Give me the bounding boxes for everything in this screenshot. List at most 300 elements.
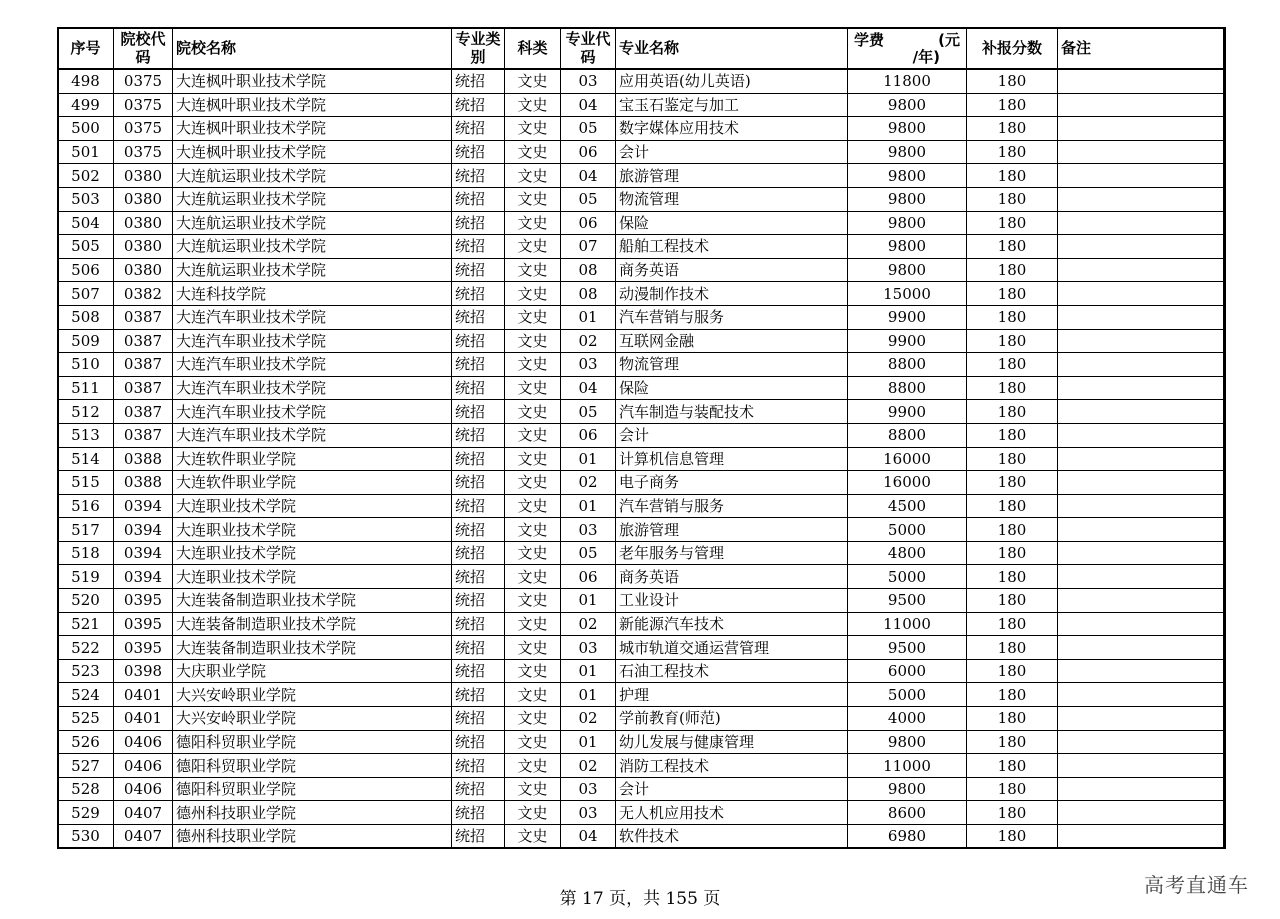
cell-school-name: 大连航运职业技术学院 xyxy=(173,164,452,188)
cell-major-name: 保险 xyxy=(616,211,848,235)
cell-major-code: 05 xyxy=(561,400,616,424)
cell-school-code: 0395 xyxy=(114,636,173,660)
cell-major-code: 04 xyxy=(561,93,616,117)
cell-major-code: 03 xyxy=(561,777,616,801)
header-fee xyxy=(848,28,967,70)
cell-school-name: 大连汽车职业技术学院 xyxy=(173,423,452,447)
cell-major-code: 04 xyxy=(561,825,616,849)
cell-seq: 521 xyxy=(58,612,114,636)
cell-note xyxy=(1058,707,1226,731)
cell-fee: 9500 xyxy=(848,636,967,660)
cell-school-name: 大连枫叶职业技术学院 xyxy=(173,69,452,93)
cell-major-type: 统招 xyxy=(452,730,505,754)
cell-note xyxy=(1058,282,1226,306)
cell-major-code: 08 xyxy=(561,258,616,282)
cell-school-code: 0375 xyxy=(114,69,173,93)
cell-major-type: 统招 xyxy=(452,69,505,93)
cell-note xyxy=(1058,541,1226,565)
cell-school-name: 德阳科贸职业学院 xyxy=(173,754,452,778)
cell-major-code: 06 xyxy=(561,140,616,164)
cell-seq: 516 xyxy=(58,494,114,518)
table-row xyxy=(58,93,1226,117)
header-major-type: 专业类别 xyxy=(452,28,505,70)
cell-score: 180 xyxy=(967,565,1058,589)
cell-school-code: 0388 xyxy=(114,471,173,495)
cell-major-code: 02 xyxy=(561,754,616,778)
cell-major-code: 03 xyxy=(561,518,616,542)
cell-score: 180 xyxy=(967,659,1058,683)
cell-school-code: 0394 xyxy=(114,541,173,565)
table-row xyxy=(58,140,1226,164)
cell-seq: 503 xyxy=(58,187,114,211)
cell-major-type: 统招 xyxy=(452,659,505,683)
cell-school-name: 大连职业技术学院 xyxy=(173,518,452,542)
page-number: 第 17 页，共 155 页 xyxy=(559,889,721,909)
cell-major-name: 动漫制作技术 xyxy=(616,282,848,306)
cell-major-type: 统招 xyxy=(452,612,505,636)
cell-note xyxy=(1058,825,1226,849)
cell-note xyxy=(1058,93,1226,117)
cell-seq: 505 xyxy=(58,235,114,259)
table-row xyxy=(58,730,1226,754)
cell-school-name: 大连汽车职业技术学院 xyxy=(173,376,452,400)
cell-score: 180 xyxy=(967,400,1058,424)
table-row xyxy=(58,376,1226,400)
cell-seq: 501 xyxy=(58,140,114,164)
header-fee-label: 学费 xyxy=(854,31,885,49)
cell-major-code: 03 xyxy=(561,801,616,825)
cell-note xyxy=(1058,140,1226,164)
cell-seq: 527 xyxy=(58,754,114,778)
cell-subject: 文史 xyxy=(505,117,561,141)
cell-major-type: 统招 xyxy=(452,565,505,589)
table-row xyxy=(58,801,1226,825)
cell-score: 180 xyxy=(967,589,1058,613)
cell-score: 180 xyxy=(967,494,1058,518)
cell-school-code: 0387 xyxy=(114,353,173,377)
cell-major-name: 数字媒体应用技术 xyxy=(616,117,848,141)
cell-score: 180 xyxy=(967,69,1058,93)
cell-school-code: 0387 xyxy=(114,305,173,329)
cell-major-name: 护理 xyxy=(616,683,848,707)
table-row xyxy=(58,329,1226,353)
table-row xyxy=(58,187,1226,211)
cell-score: 180 xyxy=(967,258,1058,282)
cell-seq: 509 xyxy=(58,329,114,353)
header-fee-unit-b: /年) xyxy=(912,48,940,66)
cell-fee: 9800 xyxy=(848,211,967,235)
cell-seq: 520 xyxy=(58,589,114,613)
table-row xyxy=(58,471,1226,495)
cell-major-name: 工业设计 xyxy=(616,589,848,613)
cell-school-name: 大连职业技术学院 xyxy=(173,565,452,589)
header-major-name: 专业名称 xyxy=(616,28,848,70)
cell-major-name: 汽车营销与服务 xyxy=(616,494,848,518)
table-row xyxy=(58,518,1226,542)
cell-major-name: 商务英语 xyxy=(616,258,848,282)
cell-fee: 9800 xyxy=(848,164,967,188)
cell-major-type: 统招 xyxy=(452,777,505,801)
cell-note xyxy=(1058,730,1226,754)
cell-subject: 文史 xyxy=(505,140,561,164)
table-row xyxy=(58,565,1226,589)
cell-fee: 4000 xyxy=(848,707,967,731)
cell-major-name: 旅游管理 xyxy=(616,518,848,542)
cell-seq: 510 xyxy=(58,353,114,377)
cell-major-code: 01 xyxy=(561,494,616,518)
cell-major-code: 01 xyxy=(561,683,616,707)
cell-score: 180 xyxy=(967,754,1058,778)
cell-note xyxy=(1058,329,1226,353)
cell-seq: 528 xyxy=(58,777,114,801)
cell-major-code: 06 xyxy=(561,565,616,589)
cell-major-code: 03 xyxy=(561,69,616,93)
cell-major-name: 石油工程技术 xyxy=(616,659,848,683)
cell-score: 180 xyxy=(967,447,1058,471)
cell-subject: 文史 xyxy=(505,187,561,211)
cell-fee: 8800 xyxy=(848,423,967,447)
cell-major-type: 统招 xyxy=(452,187,505,211)
cell-score: 180 xyxy=(967,305,1058,329)
table-row xyxy=(58,777,1226,801)
cell-major-name: 汽车制造与装配技术 xyxy=(616,400,848,424)
cell-seq: 507 xyxy=(58,282,114,306)
cell-seq: 506 xyxy=(58,258,114,282)
cell-school-name: 大庆职业学院 xyxy=(173,659,452,683)
cell-score: 180 xyxy=(967,541,1058,565)
cell-school-name: 大连职业技术学院 xyxy=(173,494,452,518)
cell-school-code: 0380 xyxy=(114,211,173,235)
cell-score: 180 xyxy=(967,730,1058,754)
cell-major-code: 08 xyxy=(561,282,616,306)
cell-major-name: 城市轨道交通运营管理 xyxy=(616,636,848,660)
cell-major-name: 保险 xyxy=(616,376,848,400)
cell-school-name: 德阳科贸职业学院 xyxy=(173,730,452,754)
cell-major-type: 统招 xyxy=(452,353,505,377)
cell-school-code: 0380 xyxy=(114,258,173,282)
cell-seq: 512 xyxy=(58,400,114,424)
cell-major-name: 物流管理 xyxy=(616,187,848,211)
cell-fee: 4500 xyxy=(848,494,967,518)
cell-major-code: 01 xyxy=(561,659,616,683)
cell-major-type: 统招 xyxy=(452,683,505,707)
cell-subject: 文史 xyxy=(505,683,561,707)
table-row xyxy=(58,589,1226,613)
table-row xyxy=(58,353,1226,377)
cell-seq: 526 xyxy=(58,730,114,754)
cell-major-type: 统招 xyxy=(452,494,505,518)
header-major-code: 专业代码 xyxy=(561,28,616,70)
cell-score: 180 xyxy=(967,329,1058,353)
cell-major-type: 统招 xyxy=(452,801,505,825)
cell-major-type: 统招 xyxy=(452,258,505,282)
cell-fee: 5000 xyxy=(848,565,967,589)
cell-fee: 9800 xyxy=(848,140,967,164)
table-row xyxy=(58,211,1226,235)
cell-note xyxy=(1058,636,1226,660)
cell-school-code: 0387 xyxy=(114,329,173,353)
cell-school-name: 德州科技职业学院 xyxy=(173,801,452,825)
cell-school-name: 大连航运职业技术学院 xyxy=(173,187,452,211)
table-row xyxy=(58,117,1226,141)
cell-note xyxy=(1058,235,1226,259)
table-row xyxy=(58,636,1226,660)
cell-score: 180 xyxy=(967,707,1058,731)
cell-note xyxy=(1058,494,1226,518)
cell-seq: 500 xyxy=(58,117,114,141)
cell-subject: 文史 xyxy=(505,282,561,306)
cell-seq: 508 xyxy=(58,305,114,329)
cell-note xyxy=(1058,565,1226,589)
cell-seq: 517 xyxy=(58,518,114,542)
cell-seq: 514 xyxy=(58,447,114,471)
cell-score: 180 xyxy=(967,164,1058,188)
cell-major-code: 03 xyxy=(561,353,616,377)
cell-school-code: 0375 xyxy=(114,117,173,141)
cell-major-code: 07 xyxy=(561,235,616,259)
cell-school-code: 0388 xyxy=(114,447,173,471)
cell-fee: 4800 xyxy=(848,541,967,565)
table-row xyxy=(58,423,1226,447)
cell-major-name: 汽车营销与服务 xyxy=(616,305,848,329)
cell-school-name: 大连装备制造职业技术学院 xyxy=(173,612,452,636)
cell-major-code: 02 xyxy=(561,471,616,495)
cell-fee: 8800 xyxy=(848,353,967,377)
cell-school-code: 0398 xyxy=(114,659,173,683)
cell-note xyxy=(1058,187,1226,211)
cell-major-code: 02 xyxy=(561,707,616,731)
cell-major-name: 老年服务与管理 xyxy=(616,541,848,565)
cell-seq: 524 xyxy=(58,683,114,707)
cell-seq: 511 xyxy=(58,376,114,400)
cell-major-type: 统招 xyxy=(452,376,505,400)
cell-subject: 文史 xyxy=(505,777,561,801)
cell-subject: 文史 xyxy=(505,707,561,731)
cell-major-name: 物流管理 xyxy=(616,353,848,377)
cell-note xyxy=(1058,400,1226,424)
table-row xyxy=(58,258,1226,282)
cell-major-type: 统招 xyxy=(452,754,505,778)
cell-school-code: 0380 xyxy=(114,164,173,188)
cell-subject: 文史 xyxy=(505,494,561,518)
table-body xyxy=(58,69,1226,848)
cell-subject: 文史 xyxy=(505,589,561,613)
cell-school-name: 大兴安岭职业学院 xyxy=(173,707,452,731)
cell-note xyxy=(1058,258,1226,282)
cell-note xyxy=(1058,353,1226,377)
cell-school-name: 大连枫叶职业技术学院 xyxy=(173,140,452,164)
cell-score: 180 xyxy=(967,282,1058,306)
cell-fee: 9900 xyxy=(848,305,967,329)
cell-fee: 8800 xyxy=(848,376,967,400)
cell-school-code: 0406 xyxy=(114,754,173,778)
cell-score: 180 xyxy=(967,471,1058,495)
table-row xyxy=(58,541,1226,565)
table-row xyxy=(58,707,1226,731)
cell-major-code: 01 xyxy=(561,730,616,754)
cell-fee: 9900 xyxy=(848,400,967,424)
cell-major-code: 04 xyxy=(561,376,616,400)
table-row xyxy=(58,612,1226,636)
cell-fee: 15000 xyxy=(848,282,967,306)
cell-school-name: 大兴安岭职业学院 xyxy=(173,683,452,707)
cell-seq: 502 xyxy=(58,164,114,188)
cell-school-code: 0382 xyxy=(114,282,173,306)
cell-major-type: 统招 xyxy=(452,471,505,495)
cell-seq: 519 xyxy=(58,565,114,589)
cell-major-code: 02 xyxy=(561,612,616,636)
cell-note xyxy=(1058,518,1226,542)
cell-seq: 523 xyxy=(58,659,114,683)
table-row xyxy=(58,235,1226,259)
cell-score: 180 xyxy=(967,235,1058,259)
cell-major-type: 统招 xyxy=(452,400,505,424)
header-subject: 科类 xyxy=(505,28,561,70)
cell-subject: 文史 xyxy=(505,754,561,778)
cell-school-code: 0406 xyxy=(114,730,173,754)
header-school-code: 院校代码 xyxy=(114,28,173,70)
cell-school-name: 大连职业技术学院 xyxy=(173,541,452,565)
cell-note xyxy=(1058,69,1226,93)
cell-major-name: 会计 xyxy=(616,423,848,447)
cell-school-name: 大连枫叶职业技术学院 xyxy=(173,93,452,117)
table-row xyxy=(58,825,1226,849)
admission-table xyxy=(57,27,1226,849)
cell-subject: 文史 xyxy=(505,636,561,660)
cell-school-name: 大连装备制造职业技术学院 xyxy=(173,589,452,613)
cell-subject: 文史 xyxy=(505,353,561,377)
cell-seq: 504 xyxy=(58,211,114,235)
cell-seq: 515 xyxy=(58,471,114,495)
cell-major-name: 软件技术 xyxy=(616,825,848,849)
cell-school-name: 大连汽车职业技术学院 xyxy=(173,400,452,424)
cell-school-code: 0395 xyxy=(114,589,173,613)
cell-major-type: 统招 xyxy=(452,636,505,660)
cell-major-code: 04 xyxy=(561,164,616,188)
cell-major-name: 船舶工程技术 xyxy=(616,235,848,259)
watermark-text: 高考直通车 xyxy=(1144,873,1249,897)
cell-school-code: 0406 xyxy=(114,777,173,801)
cell-major-type: 统招 xyxy=(452,447,505,471)
cell-subject: 文史 xyxy=(505,518,561,542)
header-row xyxy=(58,28,1226,70)
cell-major-type: 统招 xyxy=(452,164,505,188)
cell-fee: 11000 xyxy=(848,754,967,778)
cell-school-name: 大连软件职业学院 xyxy=(173,471,452,495)
cell-fee: 9900 xyxy=(848,329,967,353)
cell-major-name: 旅游管理 xyxy=(616,164,848,188)
cell-school-name: 大连科技学院 xyxy=(173,282,452,306)
cell-note xyxy=(1058,447,1226,471)
cell-school-code: 0380 xyxy=(114,187,173,211)
cell-subject: 文史 xyxy=(505,565,561,589)
cell-subject: 文史 xyxy=(505,447,561,471)
table-row xyxy=(58,754,1226,778)
cell-school-name: 德州科技职业学院 xyxy=(173,825,452,849)
cell-score: 180 xyxy=(967,825,1058,849)
cell-score: 180 xyxy=(967,187,1058,211)
table-row xyxy=(58,305,1226,329)
cell-score: 180 xyxy=(967,801,1058,825)
cell-school-code: 0395 xyxy=(114,612,173,636)
cell-score: 180 xyxy=(967,353,1058,377)
cell-fee: 8600 xyxy=(848,801,967,825)
cell-school-name: 大连航运职业技术学院 xyxy=(173,235,452,259)
cell-major-name: 幼儿发展与健康管理 xyxy=(616,730,848,754)
cell-major-code: 03 xyxy=(561,636,616,660)
cell-note xyxy=(1058,801,1226,825)
cell-subject: 文史 xyxy=(505,541,561,565)
cell-major-code: 01 xyxy=(561,589,616,613)
cell-school-code: 0380 xyxy=(114,235,173,259)
header-school-name: 院校名称 xyxy=(173,28,452,70)
cell-fee: 16000 xyxy=(848,471,967,495)
cell-score: 180 xyxy=(967,117,1058,141)
cell-score: 180 xyxy=(967,423,1058,447)
cell-major-name: 无人机应用技术 xyxy=(616,801,848,825)
cell-seq: 525 xyxy=(58,707,114,731)
cell-note xyxy=(1058,305,1226,329)
cell-note xyxy=(1058,423,1226,447)
cell-major-type: 统招 xyxy=(452,589,505,613)
cell-score: 180 xyxy=(967,777,1058,801)
cell-major-code: 06 xyxy=(561,211,616,235)
cell-seq: 498 xyxy=(58,69,114,93)
cell-major-type: 统招 xyxy=(452,518,505,542)
cell-major-name: 宝玉石鉴定与加工 xyxy=(616,93,848,117)
cell-fee: 9800 xyxy=(848,187,967,211)
cell-major-name: 计算机信息管理 xyxy=(616,447,848,471)
cell-subject: 文史 xyxy=(505,423,561,447)
cell-score: 180 xyxy=(967,211,1058,235)
cell-subject: 文史 xyxy=(505,305,561,329)
cell-school-code: 0394 xyxy=(114,565,173,589)
cell-school-name: 大连软件职业学院 xyxy=(173,447,452,471)
cell-subject: 文史 xyxy=(505,801,561,825)
cell-school-code: 0401 xyxy=(114,683,173,707)
cell-score: 180 xyxy=(967,140,1058,164)
cell-note xyxy=(1058,471,1226,495)
cell-fee: 11800 xyxy=(848,69,967,93)
cell-major-type: 统招 xyxy=(452,825,505,849)
cell-major-name: 会计 xyxy=(616,777,848,801)
cell-fee: 9800 xyxy=(848,235,967,259)
cell-school-code: 0394 xyxy=(114,518,173,542)
table-row xyxy=(58,282,1226,306)
cell-major-type: 统招 xyxy=(452,282,505,306)
cell-major-type: 统招 xyxy=(452,541,505,565)
cell-school-name: 大连汽车职业技术学院 xyxy=(173,305,452,329)
cell-subject: 文史 xyxy=(505,164,561,188)
cell-major-name: 应用英语(幼儿英语) xyxy=(616,69,848,93)
cell-major-name: 新能源汽车技术 xyxy=(616,612,848,636)
cell-score: 180 xyxy=(967,636,1058,660)
cell-fee: 9500 xyxy=(848,589,967,613)
header-seq: 序号 xyxy=(58,28,114,70)
cell-fee: 5000 xyxy=(848,683,967,707)
cell-seq: 518 xyxy=(58,541,114,565)
cell-school-code: 0387 xyxy=(114,376,173,400)
cell-school-code: 0387 xyxy=(114,423,173,447)
cell-school-name: 大连航运职业技术学院 xyxy=(173,211,452,235)
cell-major-code: 02 xyxy=(561,329,616,353)
cell-fee: 6980 xyxy=(848,825,967,849)
cell-school-name: 大连汽车职业技术学院 xyxy=(173,353,452,377)
cell-fee: 9800 xyxy=(848,93,967,117)
cell-seq: 513 xyxy=(58,423,114,447)
cell-subject: 文史 xyxy=(505,400,561,424)
table-row xyxy=(58,683,1226,707)
